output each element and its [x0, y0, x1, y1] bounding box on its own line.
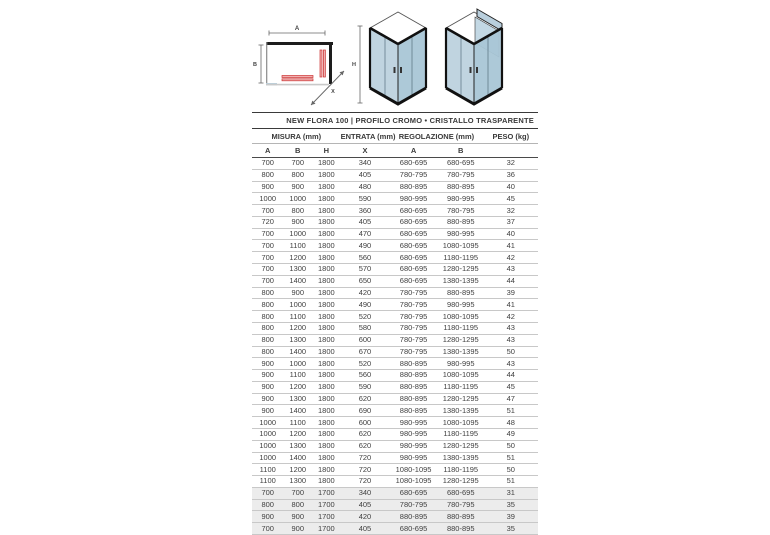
technical-diagrams — [252, 6, 538, 112]
table-cell: 1000 — [252, 193, 283, 205]
table-cell: 1080-1095 — [389, 464, 438, 476]
table-cell: 590 — [341, 381, 390, 393]
table-cell: 680-695 — [389, 523, 438, 535]
table-cell: 900 — [283, 181, 312, 193]
table-row — [252, 405, 538, 417]
table-cell: 1800 — [312, 393, 341, 405]
table-cell: 1700 — [312, 511, 341, 523]
plan-view-diagram — [253, 26, 344, 105]
table-cell: 1700 — [312, 487, 341, 499]
table-cell: 520 — [341, 311, 390, 323]
table-cell: 405 — [341, 523, 390, 535]
table-cell: 1100 — [252, 464, 283, 476]
table-cell: 600 — [341, 334, 390, 346]
table-cell: 51 — [484, 405, 538, 417]
table-row — [252, 264, 538, 276]
table-cell: 1800 — [312, 417, 341, 429]
table-cell: 900 — [283, 287, 312, 299]
table-cell: 980-995 — [389, 417, 438, 429]
table-cell: 800 — [283, 499, 312, 511]
table-cell: 800 — [283, 169, 312, 181]
table-cell: 47 — [484, 393, 538, 405]
table-cell: 420 — [341, 511, 390, 523]
table-cell: 1800 — [312, 205, 341, 217]
table-cell: 980-995 — [389, 193, 438, 205]
table-cell: 880-895 — [389, 381, 438, 393]
height-label: H — [352, 62, 356, 68]
table-cell: 700 — [252, 228, 283, 240]
table-cell: 1180-1195 — [438, 252, 484, 264]
table-cell: 1400 — [283, 346, 312, 358]
table-cell: 1200 — [283, 252, 312, 264]
table-cell: 50 — [484, 346, 538, 358]
table-cell: 1800 — [312, 252, 341, 264]
table-cell: 35 — [484, 499, 538, 511]
table-cell: 50 — [484, 440, 538, 452]
table-cell: 1800 — [312, 346, 341, 358]
table-cell: 1800 — [312, 334, 341, 346]
table-cell: 1180-1195 — [438, 464, 484, 476]
table-row — [252, 334, 538, 346]
table-cell: 43 — [484, 322, 538, 334]
col-header-a: A — [252, 144, 283, 158]
table-row — [252, 205, 538, 217]
table-cell: 700 — [252, 205, 283, 217]
table-cell: 980-995 — [389, 428, 438, 440]
table-cell: 340 — [341, 158, 390, 170]
table-cell: 1800 — [312, 311, 341, 323]
table-cell: 720 — [341, 476, 390, 488]
table-cell: 900 — [283, 216, 312, 228]
table-cell: 1100 — [283, 240, 312, 252]
table-cell: 51 — [484, 476, 538, 488]
spec-table-header — [252, 113, 538, 158]
col-header-reg-b: B — [438, 144, 484, 158]
table-cell: 420 — [341, 287, 390, 299]
table-row — [252, 252, 538, 264]
table-row — [252, 523, 538, 535]
table-row — [252, 428, 538, 440]
table-cell: 1800 — [312, 452, 341, 464]
table-cell: 1800 — [312, 264, 341, 276]
table-cell: 1800 — [312, 158, 341, 170]
table-cell: 800 — [252, 334, 283, 346]
table-cell: 520 — [341, 358, 390, 370]
table-cell: 880-895 — [389, 393, 438, 405]
table-row — [252, 346, 538, 358]
table-cell: 980-995 — [389, 452, 438, 464]
table-cell: 1380-1395 — [438, 275, 484, 287]
product-title-row — [252, 113, 538, 129]
table-cell: 360 — [341, 205, 390, 217]
table-cell: 1100 — [283, 370, 312, 382]
table-cell: 44 — [484, 370, 538, 382]
table-cell: 45 — [484, 381, 538, 393]
table-cell: 1800 — [312, 275, 341, 287]
table-row — [252, 169, 538, 181]
table-cell: 680-695 — [389, 487, 438, 499]
column-header-row — [252, 144, 538, 158]
table-row — [252, 228, 538, 240]
table-cell: 1800 — [312, 299, 341, 311]
table-cell: 1380-1395 — [438, 405, 484, 417]
table-cell: 1080-1095 — [438, 370, 484, 382]
table-cell: 43 — [484, 264, 538, 276]
table-cell: 1280-1295 — [438, 393, 484, 405]
table-cell: 780-795 — [389, 169, 438, 181]
table-cell: 405 — [341, 216, 390, 228]
table-cell: 1400 — [283, 405, 312, 417]
table-cell: 680-695 — [389, 252, 438, 264]
table-row — [252, 181, 538, 193]
table-cell: 800 — [252, 299, 283, 311]
plan-right-wall — [329, 42, 332, 84]
table-cell: 980-995 — [438, 193, 484, 205]
table-cell: 1000 — [252, 428, 283, 440]
table-cell: 1700 — [312, 523, 341, 535]
table-row — [252, 358, 538, 370]
plan-entry-label: X — [331, 89, 335, 95]
table-cell: 880-895 — [438, 511, 484, 523]
table-cell: 490 — [341, 299, 390, 311]
table-cell: 780-795 — [389, 499, 438, 511]
table-cell: 51 — [484, 452, 538, 464]
group-misura: MISURA (mm) — [252, 129, 341, 144]
door-handle-icon — [470, 67, 472, 73]
table-cell: 1200 — [283, 381, 312, 393]
table-cell: 1800 — [312, 181, 341, 193]
table-cell: 1380-1395 — [438, 452, 484, 464]
table-row — [252, 216, 538, 228]
table-cell: 50 — [484, 464, 538, 476]
table-cell: 1200 — [283, 428, 312, 440]
table-row — [252, 499, 538, 511]
table-cell: 670 — [341, 346, 390, 358]
table-cell: 780-795 — [438, 499, 484, 511]
table-cell: 1700 — [312, 499, 341, 511]
table-cell: 700 — [252, 240, 283, 252]
door-handle-icon — [394, 67, 396, 73]
table-cell: 1000 — [283, 299, 312, 311]
table-cell: 780-795 — [389, 334, 438, 346]
table-cell: 43 — [484, 334, 538, 346]
table-cell: 800 — [252, 169, 283, 181]
table-cell: 680-695 — [389, 275, 438, 287]
table-cell: 1080-1095 — [438, 311, 484, 323]
table-cell: 880-895 — [438, 523, 484, 535]
group-regolazione: REGOLAZIONE (mm) — [389, 129, 483, 144]
table-cell: 680-695 — [389, 158, 438, 170]
table-cell: 1100 — [283, 311, 312, 323]
table-cell: 900 — [283, 523, 312, 535]
table-cell: 49 — [484, 428, 538, 440]
table-cell: 900 — [252, 393, 283, 405]
table-cell: 720 — [252, 216, 283, 228]
table-cell: 1180-1195 — [438, 381, 484, 393]
table-cell: 1080-1095 — [389, 476, 438, 488]
table-cell: 800 — [252, 322, 283, 334]
enclosure-3d-view-2 — [446, 9, 502, 104]
plan-door-horizontal — [282, 76, 313, 81]
table-cell: 1800 — [312, 358, 341, 370]
col-header-x: X — [341, 144, 390, 158]
table-cell: 48 — [484, 417, 538, 429]
shower-enclosure-diagram — [252, 6, 538, 112]
table-cell: 800 — [252, 287, 283, 299]
table-cell: 700 — [252, 523, 283, 535]
table-cell: 1280-1295 — [438, 440, 484, 452]
table-cell: 1000 — [252, 417, 283, 429]
table-cell: 780-795 — [438, 205, 484, 217]
plan-top-wall — [266, 42, 333, 45]
table-cell: 1100 — [252, 476, 283, 488]
table-cell: 700 — [252, 487, 283, 499]
table-cell: 1000 — [283, 358, 312, 370]
table-row — [252, 511, 538, 523]
table-row — [252, 193, 538, 205]
group-peso: PESO (kg) — [484, 129, 538, 144]
table-cell: 1800 — [312, 381, 341, 393]
table-cell: 980-995 — [389, 440, 438, 452]
table-row — [252, 452, 538, 464]
table-row — [252, 476, 538, 488]
table-cell: 1800 — [312, 193, 341, 205]
table-cell: 1300 — [283, 393, 312, 405]
table-cell: 32 — [484, 158, 538, 170]
table-cell: 620 — [341, 393, 390, 405]
table-cell: 880-895 — [389, 358, 438, 370]
col-header-h: H — [312, 144, 341, 158]
table-cell: 1000 — [252, 440, 283, 452]
table-cell: 590 — [341, 193, 390, 205]
table-cell: 700 — [252, 264, 283, 276]
table-cell: 880-895 — [438, 216, 484, 228]
table-cell: 570 — [341, 264, 390, 276]
table-cell: 1300 — [283, 440, 312, 452]
table-cell: 1800 — [312, 287, 341, 299]
table-cell: 37 — [484, 216, 538, 228]
table-cell: 680-695 — [438, 487, 484, 499]
table-cell: 1300 — [283, 334, 312, 346]
table-cell: 1800 — [312, 464, 341, 476]
table-cell: 900 — [252, 181, 283, 193]
table-cell: 780-795 — [389, 299, 438, 311]
table-cell: 405 — [341, 499, 390, 511]
table-cell: 880-895 — [438, 181, 484, 193]
door-handle-icon — [400, 67, 402, 73]
table-cell: 1800 — [312, 169, 341, 181]
table-cell: 800 — [283, 205, 312, 217]
table-cell: 780-795 — [389, 287, 438, 299]
table-cell: 39 — [484, 287, 538, 299]
table-row — [252, 311, 538, 323]
spec-table-body — [252, 158, 538, 535]
table-cell: 800 — [252, 499, 283, 511]
spec-sheet-content — [252, 6, 538, 535]
table-cell: 405 — [341, 169, 390, 181]
height-dimension — [352, 26, 362, 103]
table-row — [252, 240, 538, 252]
table-cell: 35 — [484, 523, 538, 535]
table-cell: 1800 — [312, 405, 341, 417]
table-cell: 1380-1395 — [438, 346, 484, 358]
table-cell: 1800 — [312, 228, 341, 240]
table-row — [252, 158, 538, 170]
table-cell: 1800 — [312, 240, 341, 252]
table-row — [252, 417, 538, 429]
table-cell: 1800 — [312, 476, 341, 488]
table-cell: 32 — [484, 205, 538, 217]
table-cell: 480 — [341, 181, 390, 193]
table-cell: 620 — [341, 428, 390, 440]
table-cell: 900 — [252, 370, 283, 382]
table-cell: 470 — [341, 228, 390, 240]
table-row — [252, 440, 538, 452]
table-cell: 880-895 — [389, 181, 438, 193]
table-cell: 1000 — [252, 452, 283, 464]
table-cell: 720 — [341, 452, 390, 464]
plan-depth-label: B — [253, 62, 257, 68]
table-row — [252, 393, 538, 405]
table-cell: 680-695 — [438, 158, 484, 170]
table-row — [252, 299, 538, 311]
table-cell: 600 — [341, 417, 390, 429]
table-cell: 1400 — [283, 275, 312, 287]
table-cell: 340 — [341, 487, 390, 499]
table-cell: 680-695 — [389, 264, 438, 276]
col-header-b: B — [283, 144, 312, 158]
table-cell: 980-995 — [438, 358, 484, 370]
table-cell: 1300 — [283, 476, 312, 488]
table-row — [252, 275, 538, 287]
table-cell: 700 — [252, 158, 283, 170]
door-handle-icon — [476, 67, 478, 73]
table-cell: 1800 — [312, 216, 341, 228]
table-cell: 1300 — [283, 264, 312, 276]
table-cell: 1080-1095 — [438, 240, 484, 252]
table-cell: 45 — [484, 193, 538, 205]
table-cell: 900 — [252, 381, 283, 393]
table-cell: 1400 — [283, 452, 312, 464]
enclosure-3d-view-1 — [370, 12, 426, 104]
table-cell: 690 — [341, 405, 390, 417]
table-cell: 700 — [283, 487, 312, 499]
table-cell: 41 — [484, 299, 538, 311]
table-cell: 1800 — [312, 440, 341, 452]
table-cell: 780-795 — [438, 169, 484, 181]
table-cell: 700 — [252, 252, 283, 264]
table-cell: 1800 — [312, 322, 341, 334]
table-cell: 43 — [484, 358, 538, 370]
table-cell: 580 — [341, 322, 390, 334]
table-cell: 880-895 — [389, 370, 438, 382]
table-cell: 1000 — [283, 193, 312, 205]
table-cell: 800 — [252, 311, 283, 323]
table-cell: 900 — [283, 511, 312, 523]
table-cell: 1280-1295 — [438, 264, 484, 276]
plan-entry-dimension — [311, 71, 344, 105]
table-cell: 900 — [252, 358, 283, 370]
table-cell: 36 — [484, 169, 538, 181]
table-cell: 680-695 — [389, 205, 438, 217]
table-cell: 700 — [252, 275, 283, 287]
table-cell: 1200 — [283, 322, 312, 334]
table-row — [252, 464, 538, 476]
table-cell: 620 — [341, 440, 390, 452]
table-cell: 680-695 — [389, 228, 438, 240]
table-row — [252, 487, 538, 499]
table-cell: 31 — [484, 487, 538, 499]
table-cell: 560 — [341, 370, 390, 382]
table-cell: 980-995 — [438, 228, 484, 240]
column-group-row — [252, 129, 538, 144]
col-header-reg-a: A — [389, 144, 438, 158]
table-cell: 700 — [283, 158, 312, 170]
table-cell: 900 — [252, 511, 283, 523]
table-cell: 40 — [484, 181, 538, 193]
spec-table — [252, 112, 538, 535]
table-cell: 1080-1095 — [438, 417, 484, 429]
table-cell: 1280-1295 — [438, 334, 484, 346]
table-cell: 1200 — [283, 464, 312, 476]
table-cell: 880-895 — [438, 287, 484, 299]
table-row — [252, 370, 538, 382]
col-header-peso — [484, 144, 538, 158]
table-cell: 1180-1195 — [438, 322, 484, 334]
table-cell: 880-895 — [389, 511, 438, 523]
table-cell: 1100 — [283, 417, 312, 429]
table-cell: 41 — [484, 240, 538, 252]
table-cell: 42 — [484, 252, 538, 264]
table-cell: 680-695 — [389, 216, 438, 228]
plan-width-label: A — [294, 26, 300, 32]
table-cell: 490 — [341, 240, 390, 252]
table-cell: 800 — [252, 346, 283, 358]
table-row — [252, 287, 538, 299]
table-cell: 39 — [484, 511, 538, 523]
table-cell: 900 — [252, 405, 283, 417]
table-cell: 680-695 — [389, 240, 438, 252]
table-cell: 1000 — [283, 228, 312, 240]
table-cell: 1800 — [312, 370, 341, 382]
table-cell: 880-895 — [389, 405, 438, 417]
table-cell: 1800 — [312, 428, 341, 440]
table-row — [252, 381, 538, 393]
table-cell: 1280-1295 — [438, 476, 484, 488]
plan-door-vertical — [320, 50, 325, 77]
table-cell: 980-995 — [438, 299, 484, 311]
table-cell: 40 — [484, 228, 538, 240]
table-cell: 780-795 — [389, 346, 438, 358]
table-cell: 720 — [341, 464, 390, 476]
product-title: NEW FLORA 100 | PROFILO CROMO • CRISTALLO TRASPARENTE — [252, 113, 538, 129]
table-cell: 42 — [484, 311, 538, 323]
table-cell: 780-795 — [389, 311, 438, 323]
table-cell: 650 — [341, 275, 390, 287]
table-row — [252, 322, 538, 334]
table-cell: 1180-1195 — [438, 428, 484, 440]
table-cell: 44 — [484, 275, 538, 287]
table-cell: 780-795 — [389, 322, 438, 334]
table-cell: 560 — [341, 252, 390, 264]
group-entrata: ENTRATA (mm) — [341, 129, 390, 144]
